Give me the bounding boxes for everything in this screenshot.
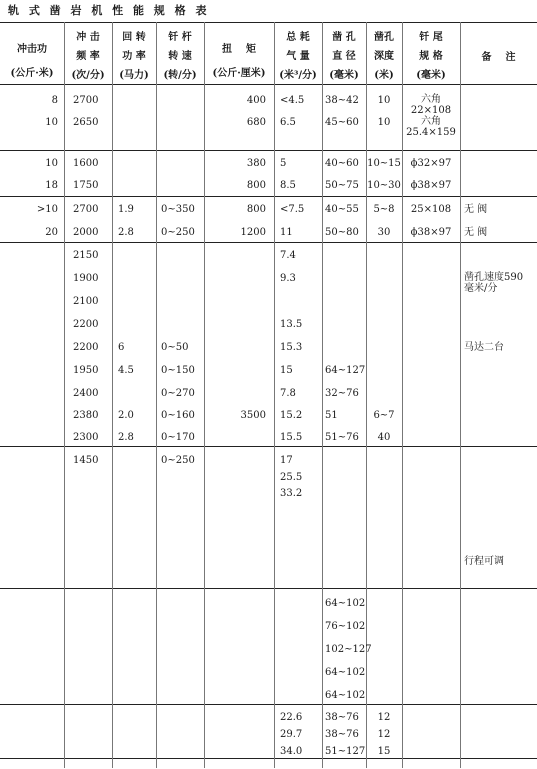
column-rule xyxy=(322,22,323,768)
header-hole-depth: 凿孔 深度 (米) xyxy=(374,32,394,81)
cell-rotation-power: 1.9 xyxy=(118,204,134,215)
table-rule xyxy=(0,704,537,705)
table-rule xyxy=(0,446,537,447)
cell-rod-speed: 0~160 xyxy=(161,410,195,421)
cell-hole-depth: 10~15 xyxy=(367,158,401,169)
cell-rod-speed: 0~150 xyxy=(161,365,195,376)
cell-air-consumption: 15.5 xyxy=(280,432,303,443)
header-rotation-power: 回 转 功 率 (马力) xyxy=(119,32,149,81)
cell-hole-depth: 6~7 xyxy=(373,410,395,421)
cell-impact-energy: 10 xyxy=(45,158,58,169)
cell-remarks: 无 阀 xyxy=(464,204,488,215)
cell-hole-diameter: 51~76 xyxy=(325,432,359,443)
cell-impact-energy: >10 xyxy=(36,204,58,215)
table-rule xyxy=(0,242,537,243)
cell-remarks: 无 阀 xyxy=(464,227,488,238)
cell-torque: 1200 xyxy=(240,227,266,238)
cell-hole-depth: 40 xyxy=(377,432,391,443)
cell-hole-depth: 12 xyxy=(377,729,391,740)
column-rule xyxy=(460,22,461,768)
cell-hole-diameter: 32~76 xyxy=(325,388,359,399)
cell-impact-frequency: 2380 xyxy=(73,410,99,421)
cell-impact-frequency: 2300 xyxy=(73,432,99,443)
column-rule xyxy=(112,22,113,768)
cell-rotation-power: 6 xyxy=(118,342,125,353)
cell-torque: 400 xyxy=(246,95,266,106)
cell-air-consumption: 9.3 xyxy=(280,273,296,284)
cell-impact-frequency: 2200 xyxy=(73,342,99,353)
header-hole-diameter: 凿 孔 直 径 (毫米) xyxy=(329,32,359,81)
cell-impact-frequency: 2700 xyxy=(73,95,99,106)
cell-hole-diameter: 40~55 xyxy=(325,204,359,215)
cell-air-consumption: <7.5 xyxy=(280,204,305,215)
cell-hole-diameter: 45~60 xyxy=(325,117,359,128)
cell-impact-frequency: 1450 xyxy=(73,455,99,466)
cell-impact-frequency: 2100 xyxy=(73,296,99,307)
cell-rod-speed: 0~250 xyxy=(161,455,195,466)
cell-hole-diameter: 51~127 xyxy=(325,746,366,757)
table-rule xyxy=(0,758,537,759)
cell-torque: 800 xyxy=(246,204,266,215)
cell-hole-depth: 10~30 xyxy=(367,180,401,191)
cell-impact-energy: 20 xyxy=(45,227,58,238)
cell-impact-frequency: 1600 xyxy=(73,158,99,169)
cell-rotation-power: 2.8 xyxy=(118,227,134,238)
cell-hole-diameter: 50~75 xyxy=(325,180,359,191)
cell-air-consumption: 7.8 xyxy=(280,388,296,399)
cell-rotation-power: 4.5 xyxy=(118,365,134,376)
cell-impact-energy: 18 xyxy=(45,180,58,191)
cell-air-consumption: 5 xyxy=(280,158,287,169)
cell-air-consumption: <4.5 xyxy=(280,95,305,106)
table-rule xyxy=(0,22,537,23)
header-shank-spec: 钎 尾 规 格 (毫米) xyxy=(416,32,446,81)
cell-impact-frequency: 2000 xyxy=(73,227,99,238)
cell-air-consumption: 6.5 xyxy=(280,117,296,128)
cell-rod-speed: 0~350 xyxy=(161,204,195,215)
cell-impact-frequency: 2700 xyxy=(73,204,99,215)
cell-rotation-power: 2.8 xyxy=(118,432,134,443)
cell-air-consumption: 8.5 xyxy=(280,180,296,191)
header-remarks: 备 注 xyxy=(481,52,516,63)
cell-hole-diameter: 64~102 xyxy=(325,667,366,678)
cell-hole-depth: 10 xyxy=(377,95,391,106)
header-impact-frequency: 冲 击 频 率 (次/分) xyxy=(71,32,105,81)
column-rule xyxy=(274,22,275,768)
cell-torque: 3500 xyxy=(240,410,266,421)
cell-hole-depth: 10 xyxy=(377,117,391,128)
spec-table xyxy=(0,22,537,768)
header-torque: 扭 矩 (公斤·厘米) xyxy=(212,44,266,79)
cell-impact-frequency: 1950 xyxy=(73,365,99,376)
cell-impact-frequency: 2650 xyxy=(73,117,99,128)
cell-hole-diameter: 64~102 xyxy=(325,690,366,701)
cell-air-consumption: 11 xyxy=(280,227,293,238)
table-title: 轨 式 凿 岩 机 性 能 规 格 表 xyxy=(8,4,210,17)
cell-hole-diameter: 102~127 xyxy=(325,644,372,655)
header-rod-speed: 钎 杆 转 速 (转/分) xyxy=(163,32,197,81)
cell-rod-speed: 0~50 xyxy=(161,342,189,353)
cell-shank-spec: 六角 22×108 xyxy=(410,94,452,116)
cell-air-consumption: 33.2 xyxy=(280,488,303,499)
cell-air-consumption: 7.4 xyxy=(280,250,296,261)
cell-impact-frequency: 2150 xyxy=(73,250,99,261)
cell-torque: 380 xyxy=(246,158,266,169)
cell-shank-spec: 25×108 xyxy=(410,204,452,215)
cell-hole-diameter: 40~60 xyxy=(325,158,359,169)
cell-torque: 680 xyxy=(246,117,266,128)
cell-hole-diameter: 64~127 xyxy=(325,365,366,376)
cell-rotation-power: 2.0 xyxy=(118,410,134,421)
cell-hole-diameter: 51 xyxy=(325,410,338,421)
cell-air-consumption: 22.6 xyxy=(280,712,303,723)
cell-remarks: 马达二台 xyxy=(464,342,504,353)
cell-hole-diameter: 38~76 xyxy=(325,729,359,740)
cell-impact-energy: 8 xyxy=(51,95,58,106)
cell-rod-speed: 0~270 xyxy=(161,388,195,399)
column-rule xyxy=(156,22,157,768)
table-rule xyxy=(0,196,537,197)
cell-impact-energy: 10 xyxy=(45,117,58,128)
cell-hole-diameter: 38~76 xyxy=(325,712,359,723)
cell-hole-diameter: 50~80 xyxy=(325,227,359,238)
cell-hole-diameter: 38~42 xyxy=(325,95,359,106)
cell-air-consumption: 25.5 xyxy=(280,472,303,483)
header-air-consumption: 总 耗 气 量 (米³/分) xyxy=(279,32,317,81)
cell-shank-spec: 六角 25.4×159 xyxy=(406,116,456,138)
cell-rod-speed: 0~250 xyxy=(161,227,195,238)
cell-shank-spec: ϕ38×97 xyxy=(410,227,452,238)
cell-air-consumption: 15 xyxy=(280,365,293,376)
cell-hole-depth: 30 xyxy=(377,227,391,238)
cell-impact-frequency: 2200 xyxy=(73,319,99,330)
cell-hole-depth: 15 xyxy=(377,746,391,757)
cell-rod-speed: 0~170 xyxy=(161,432,195,443)
cell-air-consumption: 29.7 xyxy=(280,729,303,740)
column-rule xyxy=(204,22,205,768)
column-rule xyxy=(64,22,65,768)
header-impact-energy: 冲击功 (公斤·米) xyxy=(10,44,54,79)
table-rule xyxy=(0,588,537,589)
cell-air-consumption: 34.0 xyxy=(280,746,303,757)
cell-hole-depth: 5~8 xyxy=(373,204,395,215)
cell-air-consumption: 17 xyxy=(280,455,293,466)
cell-shank-spec: ϕ32×97 xyxy=(410,158,452,169)
cell-air-consumption: 15.2 xyxy=(280,410,303,421)
cell-hole-diameter: 76~102 xyxy=(325,621,366,632)
table-rule xyxy=(0,150,537,151)
cell-remarks: 行程可调 xyxy=(464,556,504,567)
cell-impact-frequency: 2400 xyxy=(73,388,99,399)
cell-hole-depth: 12 xyxy=(377,712,391,723)
cell-impact-frequency: 1900 xyxy=(73,273,99,284)
cell-remarks: 凿孔速度590 毫米/分 xyxy=(464,272,524,294)
cell-impact-frequency: 1750 xyxy=(73,180,99,191)
cell-torque: 800 xyxy=(246,180,266,191)
cell-hole-diameter: 64~102 xyxy=(325,598,366,609)
cell-shank-spec: ϕ38×97 xyxy=(410,180,452,191)
cell-air-consumption: 13.5 xyxy=(280,319,303,330)
cell-air-consumption: 15.3 xyxy=(280,342,303,353)
